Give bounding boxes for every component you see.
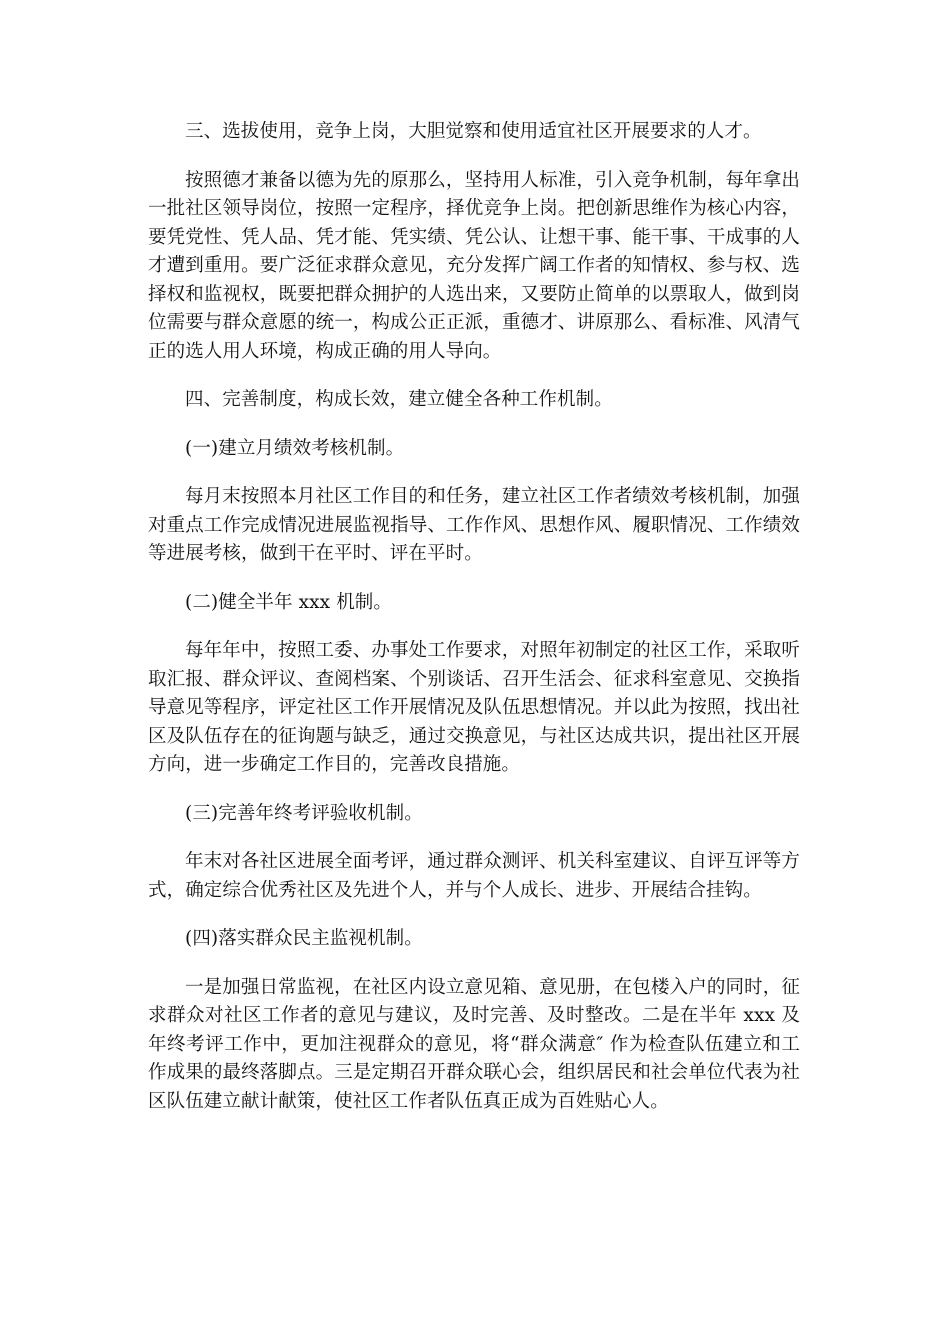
- section-heading-3: 三、选拔使用，竞争上岗，大胆觉察和使用适宜社区开展要求的人才。: [185, 121, 762, 142]
- paragraph-selection-principles: 按照德才兼备以德为先的原那么，坚持用人标准，引入竞争机制，每年拿出一批社区领导岗位，按照一定程序，择优竞争上岗。把创新思维作为核心内容，要凭党性、凭人品、凭才能、凭实绩、凭公认、让想干事、能干事、干成事的人才遭到重用。要广泛征求群众意见，充分发挥广阔工作者的知情权、参与权、选择权和监视权，既要把群众拥护的人选出来，又要防止简单的以票取人，做到岗位需要与群众意愿的统一，构成公正正派，重德才、讲原那么、看标准、风清气正的选人用人环境，构成正确的用人导向。: [148, 169, 800, 362]
- paragraph-half-year: 每年年中，按照工委、办事处工作要求，对照年初制定的社区工作，采取听取汇报、群众评议、查阅档案、个别谈话、召开生活会、征求科室意见、交换指导意见等程序，评定社区工作开展情况及队伍思想情况。并以此为按照，找出社区及队伍存在的征询题与缺乏，通过交换意见，与社区达成共识，提出社区开展方向，进一步确定工作目的，完善改良措施。: [148, 640, 800, 775]
- subheading-public-supervision: (四)落实群众民主监视机制。: [185, 928, 423, 949]
- subheading-year-end: (三)完善年终考评验收机制。: [185, 802, 423, 824]
- paragraph-public-supervision: 一是加强日常监视，在社区内设立意见箱、意见册，在包楼入户的同时，征求群众对社区工作者的意见与建议，及时完善、及时整改。二是在半年 xxx 及年终考评工作中，更加注视群众的意见，将“群众满意″ 作为检查队伍建立和工作成果的最终落脚点。三是定期召开群众联心会，组织居民和社会单位代表为社区队伍建立献计献策，使社区工作者队伍真正成为百姓贴心人。: [148, 976, 800, 1112]
- paragraph-year-end: 年末对各社区进展全面考评，通过群众测评、机关科室建议、自评互评等方式，确定综合优秀社区及先进个人，并与个人成长、进步、开展结合挂钩。: [148, 851, 800, 901]
- section-heading-4: 四、完善制度，构成长效，建立健全各种工作机制。: [185, 389, 613, 410]
- paragraph-monthly-assessment: 每月末按照本月社区工作目的和任务，建立社区工作者绩效考核机制，加强对重点工作完成情况进展监视指导、工作作风、思想作风、履职情况、工作绩效等进展考核，做到干在平时、评在平时。: [148, 486, 800, 564]
- subheading-half-year: (二)健全半年 xxx 机制。: [185, 591, 392, 613]
- subheading-monthly-assessment: (一)建立月绩效考核机制。: [185, 437, 405, 459]
- document-body: [148, 118, 800, 1136]
